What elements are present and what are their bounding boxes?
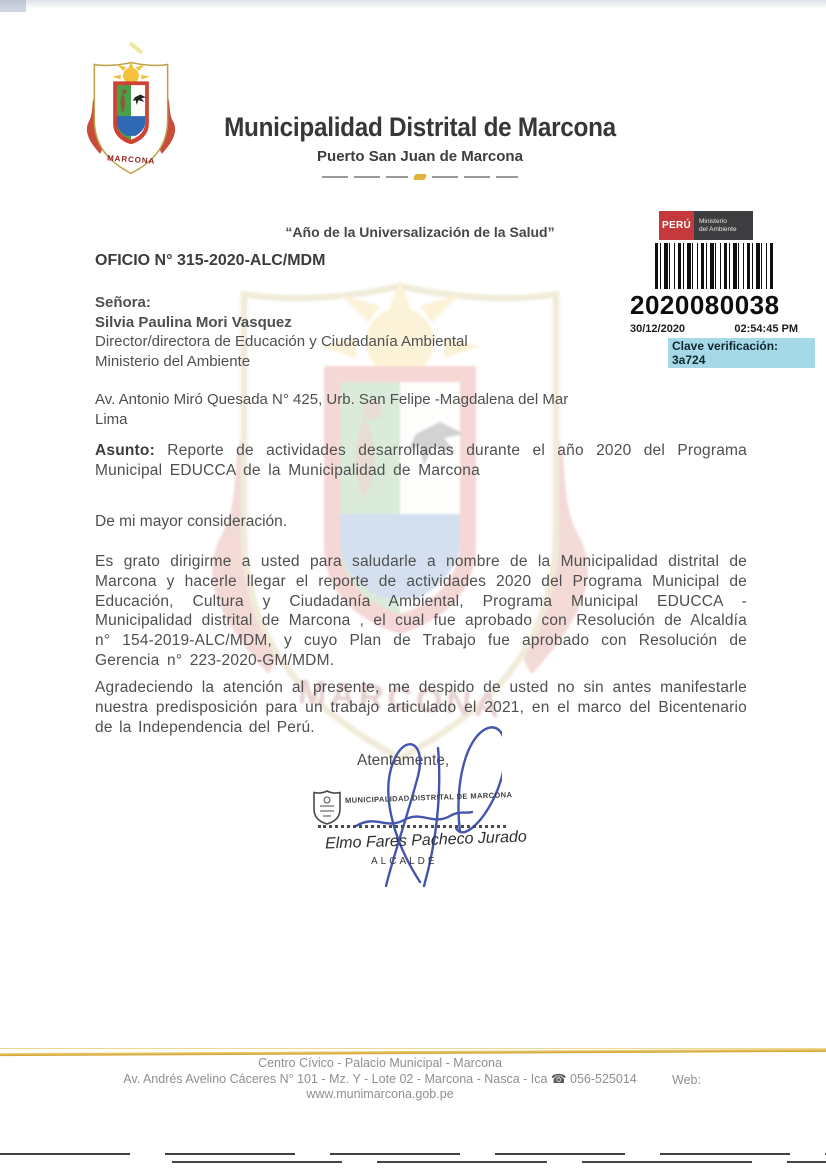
divider-ornament-icon xyxy=(413,174,427,180)
scan-artifact-fleck xyxy=(129,41,144,54)
page-title: Municipalidad Distrital de Marcona xyxy=(224,112,616,142)
recipient-city: Lima xyxy=(95,410,128,428)
signer-title: ALCALDE xyxy=(371,856,438,867)
barcode xyxy=(655,243,773,289)
subject-text: Reporte de actividades desarrolladas durante el año 2020 del Programa Municipal EDUCCA de la Municipalidad de Marcona xyxy=(95,442,747,479)
recipient-institution: Ministerio del Ambiente xyxy=(95,352,251,370)
scan-artifact-bottom-line-1 xyxy=(0,1153,826,1155)
closing-line: Atentamente, xyxy=(357,752,450,769)
oficio-number: OFICIO N° 315-2020-ALC/MDM xyxy=(95,252,326,269)
footer-line2 xyxy=(40,1072,720,1088)
scan-artifact-bottom-line-2 xyxy=(172,1161,826,1163)
footer xyxy=(40,1056,720,1103)
greeting-line: De mi mayor consideración. xyxy=(95,513,288,530)
year-motto: “Año de la Universalización de la Salud” xyxy=(285,224,555,240)
footer-line1: Centro Cívico - Palacio Municipal - Marcona xyxy=(258,1056,502,1070)
ministry-line2: del Ambiente xyxy=(699,225,737,233)
subject-line xyxy=(95,441,747,481)
footer-phone: 056-525014 xyxy=(570,1071,637,1086)
stamp-shield-icon xyxy=(312,789,342,825)
recipient-name: Silvia Paulina Mori Vasquez xyxy=(95,313,292,331)
ministry-line1: Ministerio xyxy=(699,217,727,225)
registry-number: 2020080038 xyxy=(630,290,780,320)
body-paragraph-2: Agradeciendo la atención al presente, me despido de usted no sin antes manifestarle nuestra predisposición para un trabajo articulado el 2021, en el marco del Bicentenario de la Independencia del Perú. xyxy=(95,679,747,736)
divider-dash-right xyxy=(432,176,518,178)
header-divider xyxy=(315,173,525,181)
subject-label: Asunto: xyxy=(95,442,155,459)
registry-time: 02:54:45 PM xyxy=(734,323,798,335)
recipient-position: Director/directora de Educación y Ciudadanía Ambiental xyxy=(95,333,468,350)
signer-name: Elmo Fares Pacheco Jurado xyxy=(324,828,528,853)
municipality-stamp-text: MUNICIPALIDAD DISTRITAL DE MARCONA xyxy=(344,790,513,805)
web-label: Web: xyxy=(672,1073,701,1087)
recipient-address: Av. Antonio Miró Quesada N° 425, Urb. San Felipe -Magdalena del Mar xyxy=(95,391,569,408)
peru-flag-label: PERÚ xyxy=(659,211,694,240)
letterhead xyxy=(170,112,670,181)
coat-of-arms-icon xyxy=(84,56,178,180)
registry-datetime xyxy=(630,323,798,335)
registry-date: 30/12/2020 xyxy=(630,323,686,335)
recipient-block xyxy=(95,293,568,429)
footer-address: Av. Andrés Avelino Cáceres N° 101 - Mz. Y - Lote 02 - Marcona - Nasca - Ica xyxy=(123,1071,548,1086)
recipient-salutation: Señora: xyxy=(95,294,151,311)
divider-dash-left xyxy=(322,176,408,178)
body-paragraph-1: Es grato dirigirme a usted para saludarle a nombre de la Municipalidad distrital de Marcona y hacerle llegar el reporte de actividades 2020 del Programa Municipal de Educación, Cultura y Ciudadanía Ambiental, Programa Municipal EDUCCA - Municipalidad distrital de Marcona , el cual fue aprobado con Resolución de Alcaldía n° 154-2019-ALC/MDM, y cuyo Plan de Trabajo fue aprobado con Resolución de Gerencia n° 223-2020-GM/MDM. xyxy=(95,553,747,669)
scan-artifact-top-strip xyxy=(0,0,826,9)
phone-icon: ☎ xyxy=(550,1071,567,1086)
page-subtitle: Puerto San Juan de Marcona xyxy=(317,148,523,165)
footer-website: www.munimarcona.gob.pe xyxy=(306,1087,454,1101)
verification-key: Clave verificación: 3a724 xyxy=(668,338,815,368)
scan-artifact-corner xyxy=(0,0,26,12)
signature-dotted-line xyxy=(318,825,506,828)
